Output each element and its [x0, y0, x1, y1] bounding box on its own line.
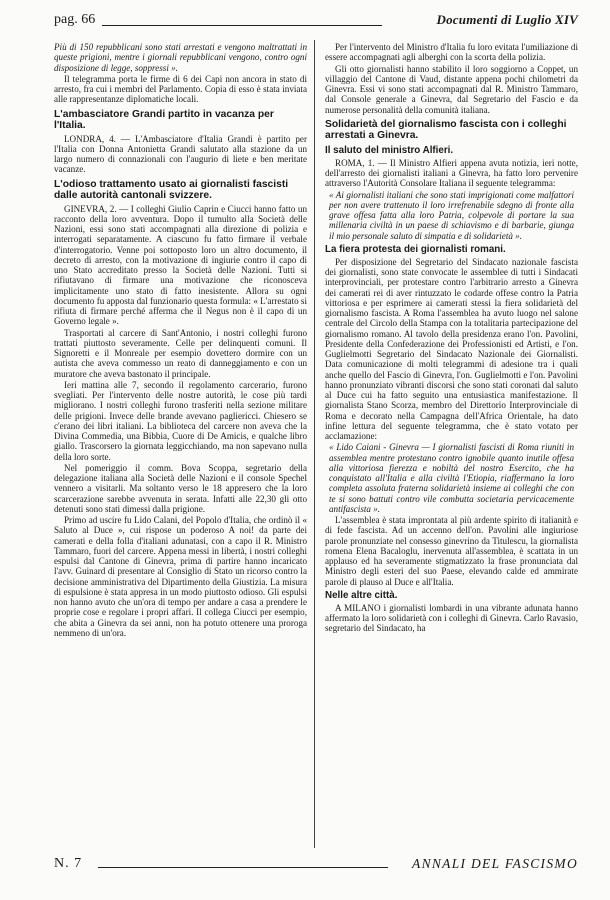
london-paragraph: LONDRA, 4. — L'Ambasciatore d'Italia Grandi è partito per l'Italia con Donna Antonietta Grandi salutato alla stazione da un largo numero di connazionali con l'augurio di liete e ben meritate vacanze.	[54, 133, 307, 175]
solidarity-heading: Solidarietà del giornalismo fascista con i colleghi arrestati a Ginevra.	[325, 118, 567, 142]
page-number: pag. 66	[54, 12, 96, 27]
running-title: Documenti di Luglio XIV	[436, 12, 578, 27]
page-header	[54, 12, 578, 34]
coppet-paragraph: Gli otto giornalisti hanno stabilito il loro soggiorno a Coppet, un villaggio del Cantone di Vaud, distante appena pochi chilometri da Ginevra. Essi vi sono stati accompagnati dal R. Ministro Tammaro, dal Console generale a Ginevra, dal Segretario del Fascio e da numerose personalità della comunità italiana.	[325, 63, 578, 115]
treatment-heading: L'odioso trattamento usato ai giornalisti fascisti dalle autorità cantonali svizzere.	[54, 178, 289, 201]
publication-title: ANNALI DEL FASCISMO	[412, 856, 578, 871]
telegram-paragraph: Il telegramma porta le firme di 6 dei Capi non ancora in stato di arresto, fra cui i membri del Parlamento. Copia di esso è stata inviata alle rappresentanze diplomatiche locali.	[54, 73, 307, 105]
alfieri-telegram-quote: « Ai giornalisti italiani che sono stati imprigionati come malfattori per non avere trattenuto il loro irrefrenabile sdegno di fronte alla grave offesa fatta alla loro Patria, colpevole di portare la sua millenaria civiltà in un paese di schiavismo e di barbarie, giunga il mio personale saluto di simpatia e di solidarietà ».	[329, 189, 574, 241]
minister-paragraph: Per l'intervento del Ministro d'Italia fu loro evitata l'umiliazione di essere accompagnati agli alberghi con la scorta della polizia.	[325, 42, 578, 63]
footer-rule	[98, 867, 388, 868]
syndicate-paragraph: Per disposizione del Segretario del Sindacato nazionale fascista dei giornalisti, sono state convocate le assemblee di tutti i Sindacati interprovinciali, per protestare contro l'arbitrario arresto a Ginevra dei camerati rei di aver rintuzzato le codarde offese contro la Patria vittoriosa e per esprimere ai camerati stessi la fiera solidarietà del giornalismo fascista. A Roma l'assemblea ha avuto luogo nel salone centrale del Circolo della Stampa con la totalitaria partecipazione del giornalismo romano. Al tavolo della presidenza erano l'on. Pavolini, Presidente della Confederazione dei Professionisti ed Artisti, e l'on. Guglielmotti Segretario del Sindacato Nazionale dei Giornalisti. Data comunicazione di molti telegrammi di adesione tra i quali anche quello del Fascio di Ginevra, l'on. Guglielmotti e l'on. Pavolini hanno pronunziato vibranti discorsi che sono stati coronati dal saluto al Duce cui ha fatto seguito una entusiastica manifestazione. Il giornalista Stano Scorza, membro del Direttorio Interprovinciale di Roma e decorato nella Campagna dell'Africa Orientale, ha dato infine lettura del seguente telegramma, che è stato votato per acclamazione:	[325, 256, 578, 441]
calani-telegram-quote: « Lido Caiani - Ginevra — I giornalisti fascisti di Roma riuniti in assemblea mentre protestano contro ignobile quanto inutile offesa alla vittoriosa fierezza e nobiltà del nostro Esercito, che ha conquistato all'Italia e alla civiltà l'Etiopia, riaffermano la loro completa assoluta fraterna solidarietà insieme ai colleghi che con te si sono battuti contro vile combutta societaria pervicacemente antifascista ».	[329, 442, 574, 514]
geneva-paragraph: GINEVRA, 2. — I colleghi Giulio Caprin e Ciucci hanno fatto un racconto della loro avventura. Dopo il tumulto alla Società delle Nazioni, essi sono stati accompagnati alla direzione di polizia e interrogati separatamente. A ciascuno fu fatto firmare il verbale d'interrogatorio. Venne poi sottoposto loro un altro documento, il decreto di arresto, con la motivazione di ingiurie contro il capo di uno Stato accreditato presso la Società delle Nazioni. Tutti si rifiutavano di firmare una motivazione che riconosceva implicitamente uno stato di fatto inesistente. Allora su ogni documento fu apposta dal funzionario questa formula: « L'arrestato si rifiuta di firmare perché afferma che il Negus non è il capo di un Governo legale ».	[54, 203, 307, 327]
assembly-paragraph: L'assemblea è stata improntata al più ardente spirito di italianità e di fede fascista. Ad un accenno dell'on. Pavolini alle ingiuriose parole pronunziate nel consesso ginevrino da Titulescu, la giornalista romena Elena Bacaloglu, inervenuta all'assemblea, è scattata in un applauso ed ha severamente stigmatizzato la frase pronunciata dal Ministro degli esteri del suo Paese, elevando calde ed ammirate parole di plauso al Duce e all'Italia.	[325, 515, 578, 587]
other-cities-subheading: Nelle altre città.	[325, 589, 398, 601]
column-divider	[314, 40, 315, 848]
rome-paragraph: ROMA, 1. — Il Ministro Alfieri appena avuta notizia, ieri notte, dell'arresto dei giornalisti italiani a Ginevra, ha fatto loro pervenire attraverso l'Autorità Consolare Italiana il seguente telegramma:	[325, 157, 578, 189]
right-column	[325, 42, 578, 846]
page-footer	[54, 854, 578, 878]
yesterday-paragraph: Ieri mattina alle 7, secondo il regolamento carcerario, furono svegliati. Per l'intervento delle nostre autorità, le cose più tardi migliorano. I nostri colleghi furono trasferiti nella sezione militare delle prigioni. Invece delle brande avevano pagliericci. Chiesero se c'erano dei libri italiani. La biblioteca del carcere non aveva che la Divina Commedia, una Bibbia, Cuore di De Amicis, e qualche libro giallo. Trascorsero la giornata leggicchiando, ma non sapevano nulla della loro sorte.	[54, 379, 307, 462]
ambassador-heading: L'ambasciatore Grandi partito in vacanza per l'Italia.	[54, 108, 274, 131]
protest-subheading: La fiera protesta dei giornalisti romani.	[325, 243, 506, 255]
release-paragraph: Primo ad uscire fu Lido Calani, del Popolo d'Italia, che ordinò il « Saluto al Duce », cui rispose un poderoso A noi! da parte dei camerati e della folla d'italiani adunatasi, con a capo il R. Ministro Tammaro, fuori del carcere. Appena messi in libertà, i nostri colleghi espulsi dal Cantone di Ginevra, prima di partire hanno incaricato l'avv. Guinard di presentare al Consiglio di Stato un ricorso contro la decisione amministrativa del Dipartimento della Giustizia. La misura di espulsione è stata appresa in un modo piuttosto odioso. Gli espulsi non hanno avuto che un'ora di tempo per andare a casa a prendere le proprie cose e regolare i propri affari. Il collega Ciucci per esempio, che abita a Ginevra da sei anni, non ha potuto ottenere una proroga nemmeno di un'ora.	[54, 515, 307, 638]
transported-paragraph: Trasportati al carcere di Sant'Antonio, i nostri colleghi furono trattati piuttosto severamente. Celle per delinquenti comuni. Il Signoretti e il Monreale per esempio dovettero dormire con un autista che aveva commesso un reato di danneggiamento e con un muratore che aveva bastonato il principale.	[54, 327, 307, 379]
left-column	[54, 42, 307, 846]
issue-number: N. 7	[54, 856, 83, 871]
afternoon-paragraph: Nel pomeriggio il comm. Bova Scoppa, segretario della delegazione italiana alla Società delle Nazioni e il console Spechel vennero a visitarli. Ma soltanto verso le 18 appresero che la loro scarcerazione sarebbe avvenuta in serata. Infatti alle 22,30 gli otto detenuti sono stati dimessi dalla prigione.	[54, 462, 307, 514]
header-rule	[102, 25, 382, 26]
intro-italic-paragraph: Più di 150 repubblicani sono stati arrestati e vengono maltrattati in queste prigioni, mentre i giornali repubblicani vengono, contro ogni disposizione di legge, soppressi ».	[54, 42, 307, 73]
greeting-subheading: Il saluto del ministro Alfieri.	[325, 144, 454, 156]
milan-paragraph: A MILANO i giornalisti lombardi in una vibrante adunata hanno affermato la loro solidarietà con i colleghi di Ginevra. Carlo Ravasio, segretario del Sindacato, ha	[325, 602, 578, 634]
